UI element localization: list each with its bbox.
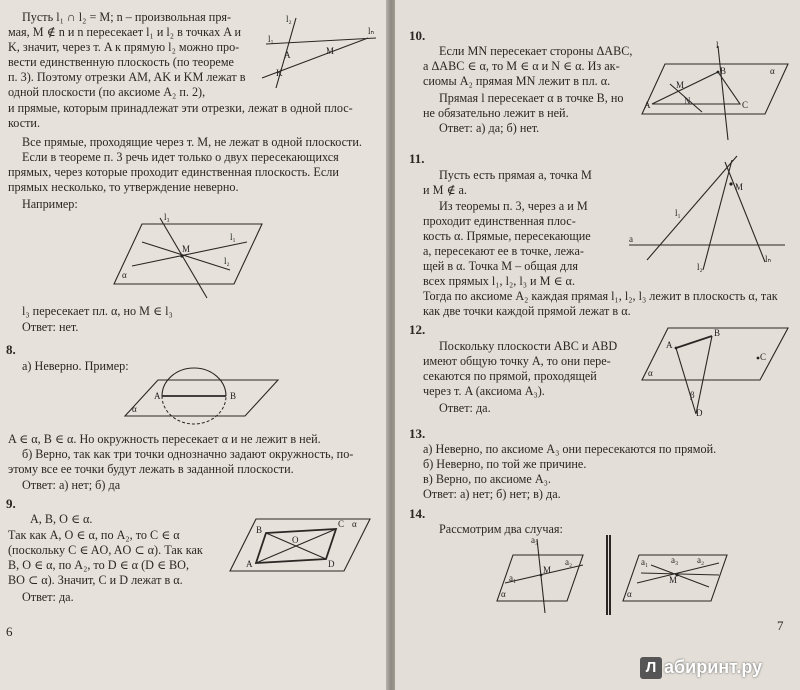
label-C-10: C — [742, 100, 749, 110]
label-l-10: l — [716, 40, 719, 50]
figure-planes-ABC-ABD — [640, 318, 790, 418]
problem-11-line-3: Из теоремы п. 3, через a и M — [439, 199, 588, 213]
label-l3: l₃ — [164, 212, 170, 222]
problem-11-line-6: a, пересекают ее в точке, лежа- — [423, 244, 584, 258]
watermark-text: абиринт.ру — [664, 657, 763, 677]
label-a1-case1: a₁ — [509, 573, 517, 583]
problem-13-line-1: а) Неверно, по аксиоме A₃ они пересекаются по прямой. — [423, 442, 717, 456]
problem-14-text: Рассмотрим два случая: — [439, 522, 563, 536]
problem-13-line-3: в) Верно, по аксиоме A₃. — [423, 472, 551, 486]
intro-line-8: кости. — [8, 116, 41, 130]
intro-line-2: мая, M ∉ n и n пересекает l₁ и l₂ в точках A и — [8, 25, 241, 39]
problem-8-number: 8. — [6, 342, 16, 357]
label-M-case1: M — [543, 565, 552, 575]
label-B-12: B — [714, 328, 721, 338]
label-A-12: A — [666, 340, 673, 350]
problem-11-line-5: кость α. Прямые, пересекающие — [423, 229, 591, 243]
label-alpha-9: α — [352, 519, 357, 529]
label-D-12: D — [696, 408, 703, 418]
problem-10-line-4: Прямая l пересекает α в точке B, но — [439, 91, 624, 105]
page-number-left: 6 — [6, 624, 13, 639]
answer-7: Ответ: нет. — [22, 320, 79, 334]
problem-12-answer: Ответ: да. — [439, 401, 491, 415]
problem-12-line-3: секаются по прямой, проходящей — [423, 369, 597, 383]
problem-13-answer: Ответ: а) нет; б) нет; в) да. — [423, 487, 561, 501]
l3-statement: l₃ пересекает пл. α, но M ∈ l₃ — [22, 304, 173, 318]
label-l2-11: l₂ — [697, 262, 703, 272]
problem-12-line-4: через т. A (аксиома A₃). — [423, 384, 545, 398]
label-n: lₙ — [368, 26, 375, 36]
problem-11-line-2: и M ∉ a. — [423, 183, 467, 197]
problem-11-line-8: всех прямых l₁, l₂, l₃ и M ∈ α. — [423, 274, 575, 288]
label-ln-11: lₙ — [765, 254, 772, 264]
intro-line-9: Все прямые, проходящие через т. M, не лежат в одной плоскости. — [22, 135, 362, 149]
problem-8-line-3: этому все ее точки будут лежать в заданной плоскости. — [8, 462, 294, 476]
page-number-right: 7 — [777, 618, 784, 633]
problem-10-answer: Ответ: а) да; б) нет. — [439, 121, 540, 135]
figure-lines-l1-l2 — [258, 14, 383, 94]
label-alpha-case2: α — [627, 589, 632, 599]
problem-11-line-7: щей в α. Точка M – общая для — [423, 259, 578, 273]
intro-line-13: Например: — [22, 197, 78, 211]
problem-10-line-3: сиомы A₂ прямая MN лежит в пл. α. — [423, 74, 611, 88]
figure-two-cases — [491, 535, 731, 615]
problem-12-number: 12. — [409, 322, 426, 337]
problem-11-line-4: проходит единственная плос- — [423, 214, 576, 228]
intro-line-7: и прямые, которым принадлежат эти отрезки, лежат в одной плос- — [8, 101, 353, 115]
label-a2-case2: a₂ — [697, 555, 705, 565]
watermark-badge: Л — [640, 657, 662, 679]
problem-11-number: 11. — [409, 151, 425, 166]
label-M-10: M — [676, 80, 685, 90]
intro-line-10: Если в теореме п. 3 речь идет только о двух пересекающихся — [22, 150, 339, 164]
problem-10-line-2: a ΔABC ∈ α, то M ∈ α и N ∈ α. Из ак- — [423, 59, 620, 73]
label-a-11: a — [629, 234, 633, 244]
intro-line-1: Пусть l₁ ∩ l₂ = M; n – произвольная пря- — [22, 10, 232, 24]
problem-13-line-2: б) Неверно, по той же причине. — [423, 457, 587, 471]
label-l2: l₂ — [286, 14, 292, 24]
label-l2-b: l₂ — [224, 256, 230, 266]
problem-10-number: 10. — [409, 28, 426, 43]
label-B-8: B — [230, 391, 237, 401]
problem-10-line-5: не обязательно лежит в ней. — [423, 106, 569, 120]
label-B-9: B — [256, 525, 263, 535]
label-a3-case1: a₃ — [531, 535, 539, 545]
problem-9-answer: Ответ: да. — [22, 590, 74, 604]
label-K: K — [276, 68, 283, 78]
problem-8-a: а) Неверно. Пример: — [22, 359, 129, 373]
label-A-10: A — [644, 100, 651, 110]
problem-9-line-5: BO ⊂ α). Значит, C и D лежат в α. — [8, 573, 183, 587]
problem-9-line-2: Так как A, O ∈ α, по A₂, то C ∈ α — [8, 528, 180, 542]
label-M-11: M — [735, 182, 744, 192]
problem-9-line-4: B, O ∈ α, по A₂, то D ∈ α (D ∈ BO, — [8, 558, 190, 572]
label-C-12: C — [760, 352, 767, 362]
problem-9-line-3: (поскольку C ∈ AO, AO ⊂ α). Так как — [8, 543, 203, 557]
label-alpha-12: α — [648, 368, 653, 378]
label-M-b: M — [182, 244, 191, 254]
figure-plane-parallelogram — [226, 515, 371, 577]
label-alpha-case1: α — [501, 589, 506, 599]
intro-line-6: одной плоскости (по аксиоме A₂ п. 2), — [8, 85, 206, 99]
label-l1-b: l₁ — [230, 232, 236, 242]
problem-11-line-1: Пусть есть прямая a, точка M — [439, 168, 592, 182]
problem-9-line-1: A, B, O ∈ α. — [30, 512, 93, 526]
problem-9-number: 9. — [6, 496, 16, 511]
intro-line-5: п. 3). Поэтому отрезки AM, AK и KM лежат в — [8, 70, 246, 84]
figure-plane-circle — [120, 358, 280, 420]
label-N-10: N — [684, 96, 691, 106]
intro-line-4: вести единственную плоскость (по теореме — [8, 55, 234, 69]
label-D-9: D — [328, 559, 335, 569]
problem-11-line-9: Тогда по аксиоме A₂ каждая прямая l₁, l₂, l₃ лежит в плоскость α, так — [423, 289, 778, 303]
label-a1-case2: a₁ — [641, 557, 649, 567]
figure-plane-triangle — [640, 40, 790, 139]
intro-line-12: прямых несколько, то утверждение неверно. — [8, 180, 239, 194]
watermark-logo — [640, 654, 792, 680]
problem-12-line-2: имеют общую точку A, то они пере- — [423, 354, 611, 368]
label-B-10: B — [720, 66, 727, 76]
problem-12-line-1: Поскольку плоскости ABC и ABD — [439, 339, 618, 353]
label-beta-12: β — [690, 390, 695, 400]
problem-8-answer: Ответ: а) нет; б) да — [22, 478, 121, 492]
left-page — [0, 0, 388, 690]
label-M-case2: M — [669, 575, 678, 585]
label-O-9: O — [292, 535, 299, 545]
label-C-9: C — [338, 519, 345, 529]
label-l1: l₁ — [268, 34, 274, 44]
label-A: A — [284, 50, 291, 60]
label-A-9: A — [246, 559, 253, 569]
right-page — [395, 0, 800, 690]
label-A-8: A — [154, 391, 161, 401]
problem-14-number: 14. — [409, 506, 426, 521]
label-alpha-10: α — [770, 66, 775, 76]
problem-11-line-10: как две точки каждой прямой лежат в α. — [423, 304, 631, 318]
problem-10-line-1: Если MN пересекает стороны ΔABC, — [439, 44, 633, 58]
figure-plane-three-lines — [112, 214, 272, 304]
label-M: M — [326, 46, 335, 56]
intro-line-3: K, значит, через т. A к прямую l₂ можно про- — [8, 40, 240, 54]
label-a2-case1: a₂ — [565, 557, 573, 567]
label-l1-11: l₁ — [675, 208, 681, 218]
figure-lines-through-M — [627, 150, 787, 275]
intro-line-11: прямых, через которые проходит единственная плоскость. Если — [8, 165, 339, 179]
problem-8-line-1: A ∈ α, B ∈ α. Но окружность пересекает α и не лежит в ней. — [8, 432, 321, 446]
label-alpha-8: α — [132, 404, 137, 414]
label-a3-case2: a₃ — [671, 555, 679, 565]
label-alpha-a: α — [122, 270, 127, 280]
problem-8-line-2: б) Верно, так как три точки однозначно задают окружность, по- — [22, 447, 354, 461]
problem-13-number: 13. — [409, 426, 426, 441]
